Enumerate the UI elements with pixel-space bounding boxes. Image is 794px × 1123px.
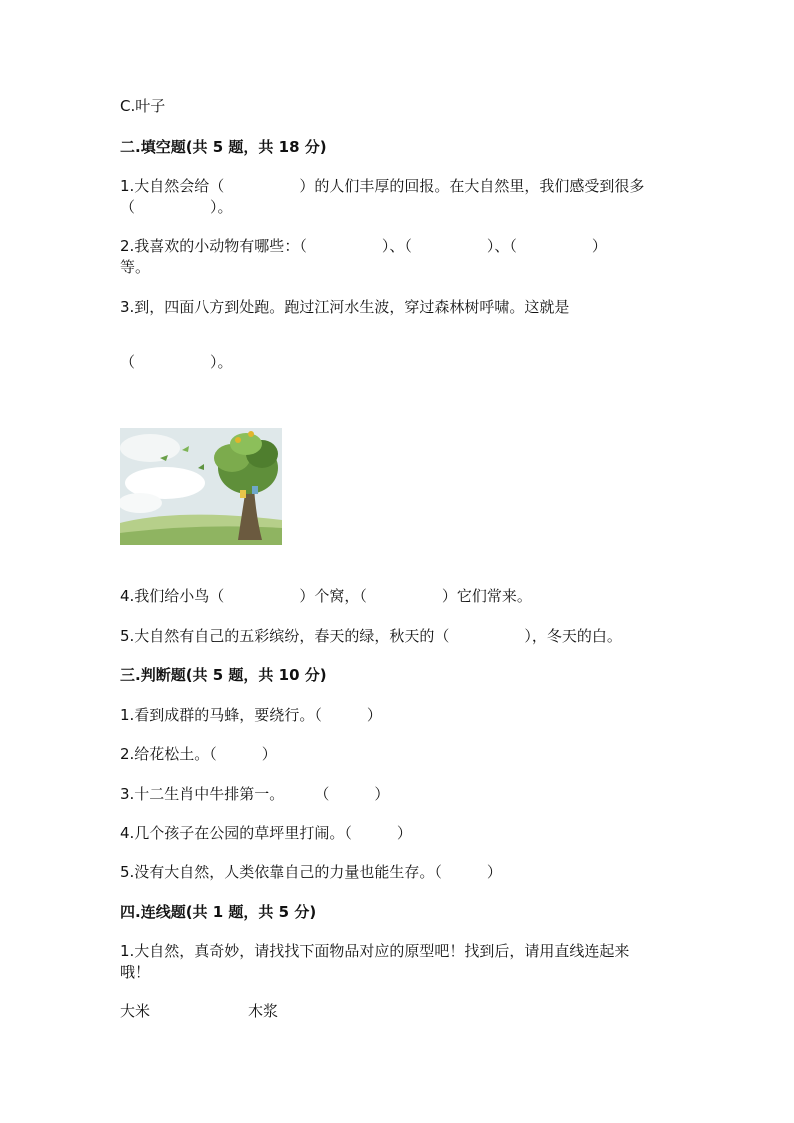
fill-q3-line2: （ ）。 xyxy=(120,353,233,371)
judge-q2: 2.给花松土。（ ） xyxy=(120,745,277,763)
fill-q2-line1: 2.我喜欢的小动物有哪些：（ ）、（ ）、（ ） xyxy=(120,237,607,255)
judge-q5: 5.没有大自然，人类依靠自己的力量也能生存。（ ） xyxy=(120,863,502,881)
fill-q1-line2: （ ）。 xyxy=(120,198,233,216)
fill-q3-line1: 3.到，四面八方到处跑。跑过江河水生波，穿过森林树呼啸。这就是 xyxy=(120,298,570,316)
match-left-item: 大米 xyxy=(120,1002,151,1020)
match-right-item: 木浆 xyxy=(248,1002,279,1020)
fill-q4: 4.我们给小鸟（ ）个窝，（ ）它们常来。 xyxy=(120,587,532,605)
judge-q1: 1.看到成群的马蜂，要绕行。（ ） xyxy=(120,706,382,724)
fill-q2-line2: 等。 xyxy=(120,258,151,276)
tree-illustration xyxy=(120,428,282,545)
fill-q1-line1: 1.大自然会给（ ）的人们丰厚的回报。在大自然里，我们感受到很多 xyxy=(120,177,645,195)
previous-option-c: C.叶子 xyxy=(120,97,166,115)
match-q1-line2: 哦！ xyxy=(120,963,151,981)
judge-q3: 3.十二生肖中牛排第一。 （ ） xyxy=(120,785,390,803)
section2-heading: 二.填空题(共 5 题，共 18 分) xyxy=(120,138,327,156)
section3-heading: 三.判断题(共 5 题，共 10 分) xyxy=(120,666,327,684)
fill-q5: 5.大自然有自己的五彩缤纷，春天的绿，秋天的（ ），冬天的白。 xyxy=(120,627,622,645)
match-q1-line1: 1.大自然，真奇妙，请找找下面物品对应的原型吧！找到后，请用直线连起来 xyxy=(120,942,630,960)
judge-q4: 4.几个孩子在公园的草坪里打闹。（ ） xyxy=(120,824,412,842)
section4-heading: 四.连线题(共 1 题，共 5 分) xyxy=(120,903,317,921)
